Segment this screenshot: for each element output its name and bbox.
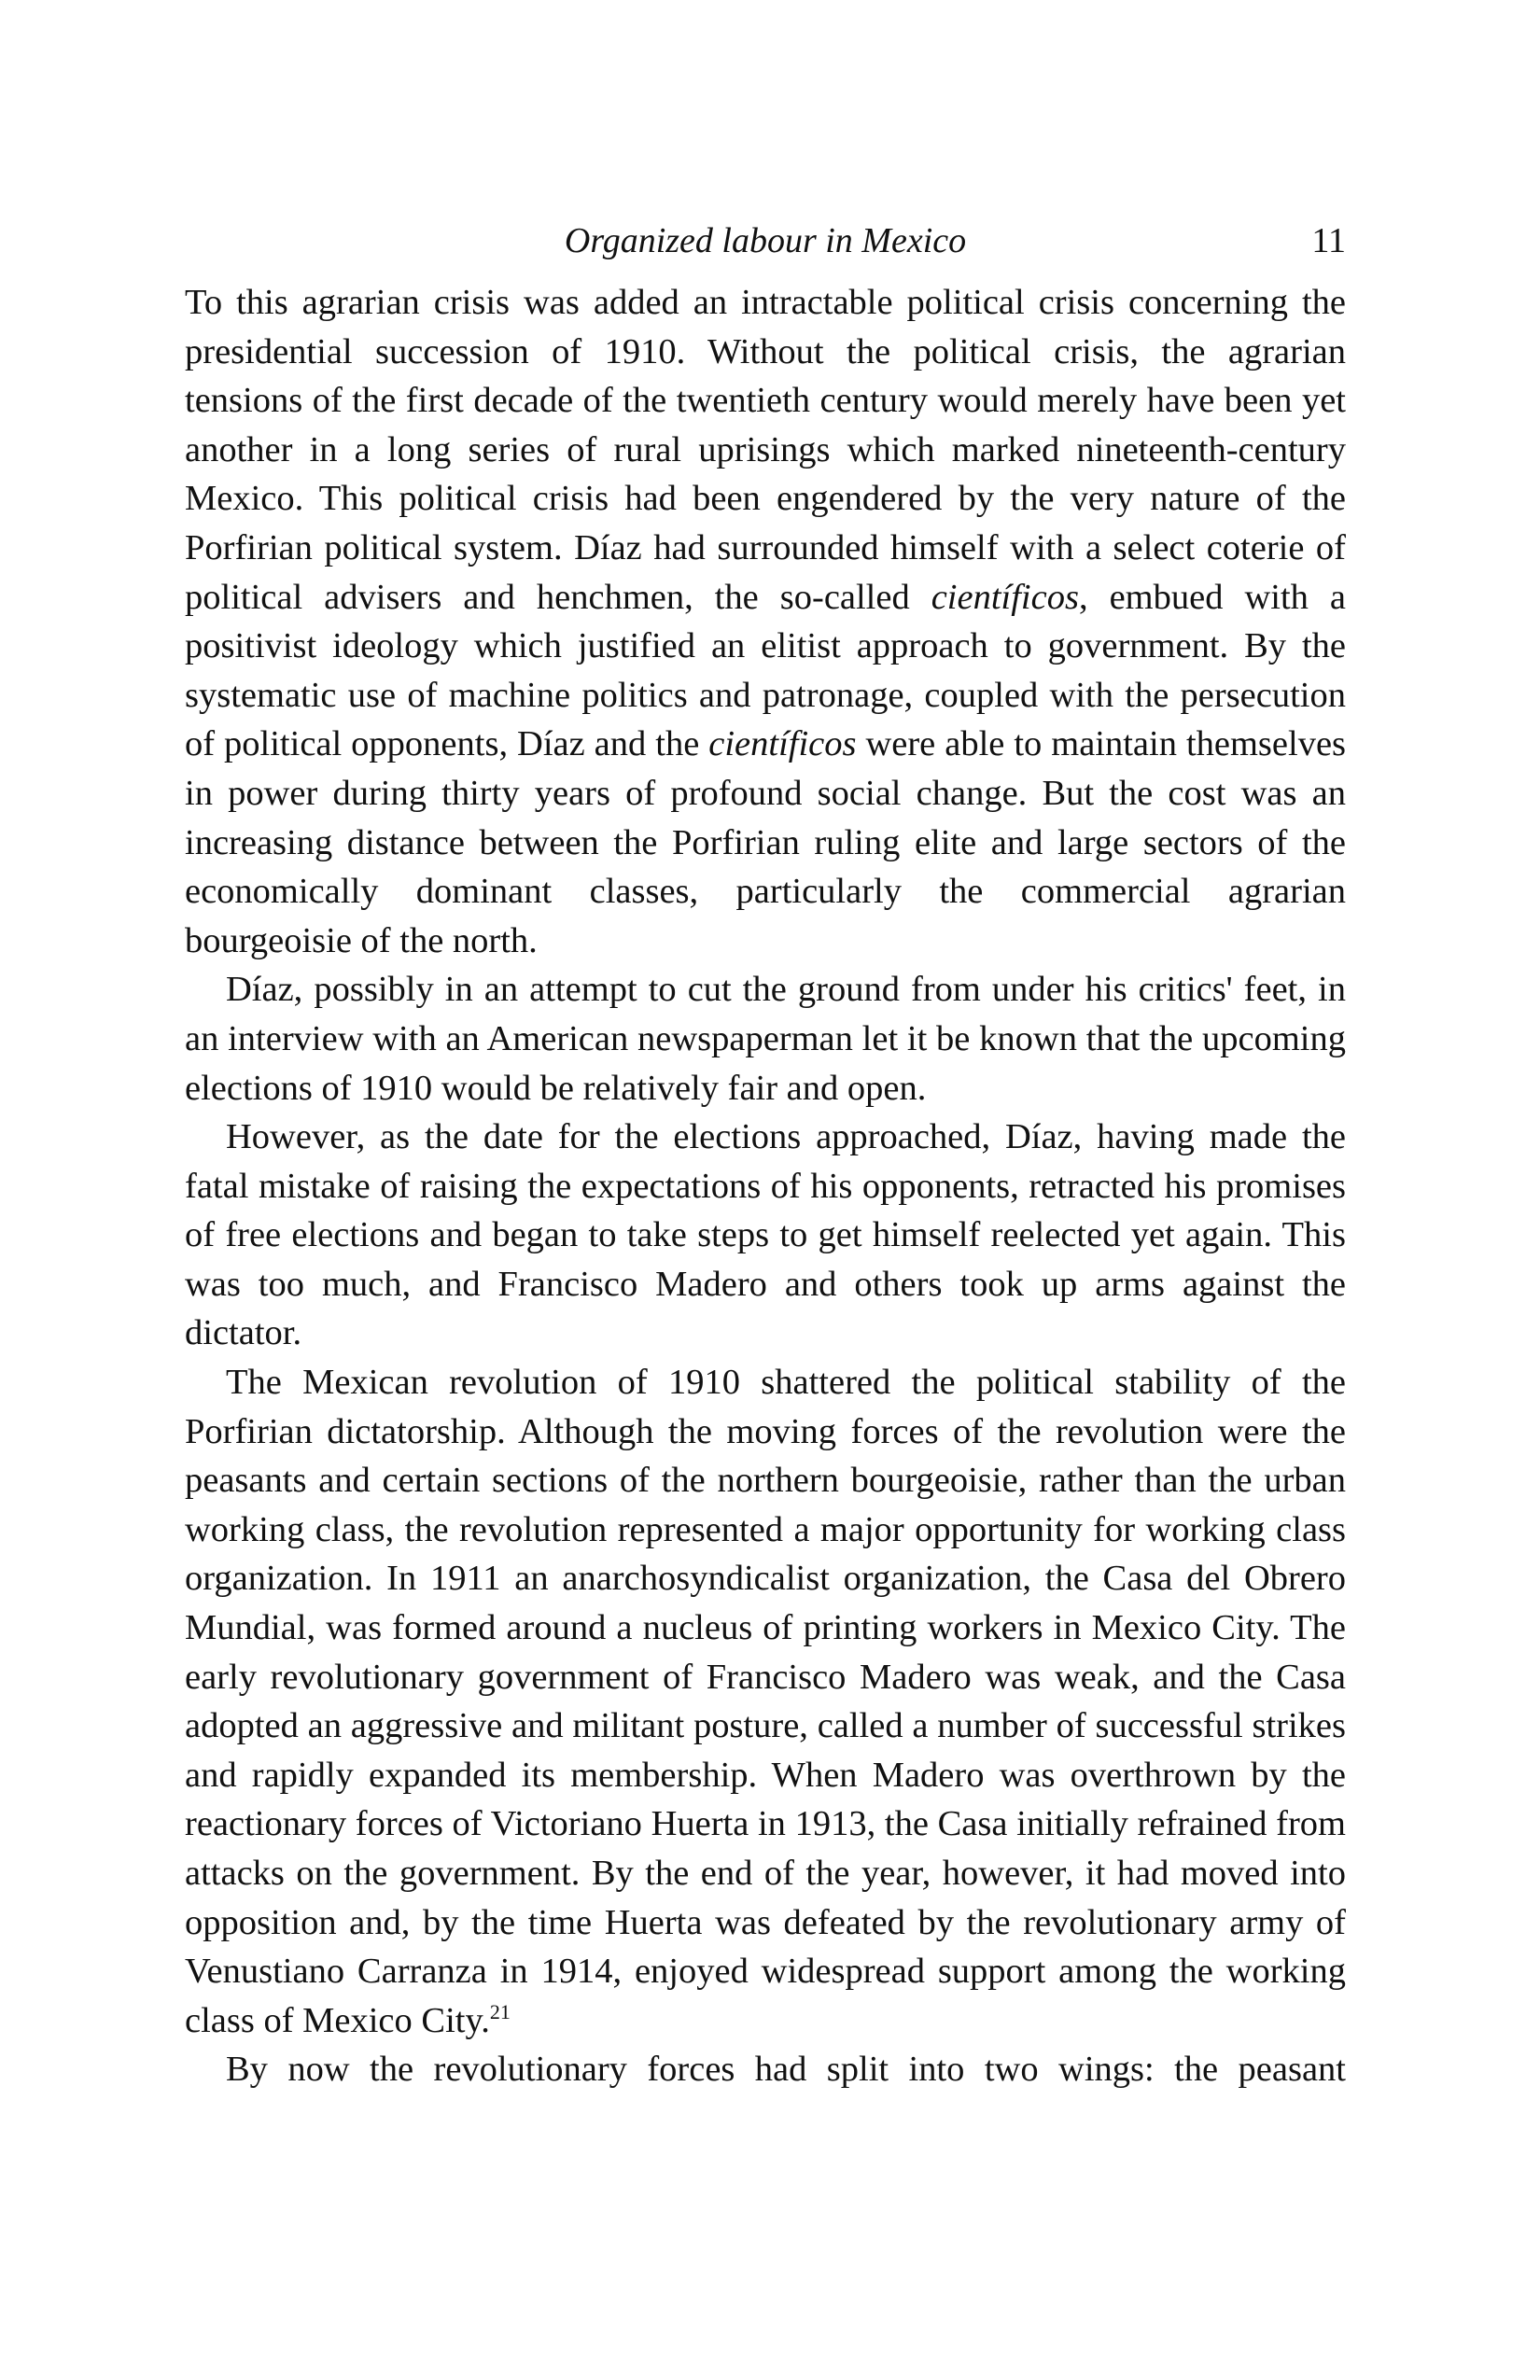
italic-term: científicos [931,577,1079,617]
text-run: , embued with a positivist ideology which justified an elitist approach to government. By the systematic use of machine politics and patronage, coupled with the persecution of political opponents, Díaz and the [185,577,1346,764]
text-run: Díaz, possibly in an attempt to cut the ground from under his critics' feet, in an interview with an American newspaperman let it be known that the upcoming elections of 1910 would be relatively fair and open. [185,970,1346,1108]
paragraph [185,278,1346,965]
italic-term: científicos [708,724,857,764]
text-run: By now the revolutionary forces had split into two wings: the peasant [226,2050,1346,2090]
running-head [185,215,1346,267]
running-title: Organized labour in Mexico [564,221,967,260]
book-page [185,215,1346,2094]
paragraph [185,2045,1346,2094]
footnote-reference[interactable]: 21 [489,1999,511,2023]
paragraph [185,1113,1346,1358]
text-run: However, as the date for the elections approached, Díaz, having made the fatal mistake of raising the expectations of his opponents, retracted his promises of free elections and began to take steps to get himself reelected yet again. This was too much, and Francisco Madero and others took up arms against the dictator. [185,1117,1346,1353]
paragraph [185,1358,1346,2045]
text-run: The Mexican revolution of 1910 shattered the political stability of the Porfirian dictatorship. Although the moving forces of the revolution were the peasants and certain sections of the northern bourgeoisie, rather than the urban working class, the revolution represented a major opportunity for working class organization. In 1911 an anarchosyndicalist organization, the Casa del Obrero Mundial, was formed around a nucleus of printing workers in Mexico City. The early revolutionary government of Francisco Madero was weak, and the Casa adopted an aggressive and militant posture, called a number of successful strikes and rapidly expanded its membership. When Madero was overthrown by the reactionary forces of Victoriano Huerta in 1913, the Casa initially refrained from attacks on the government. By the end of the year, however, it had moved into opposition and, by the time Huerta was defeated by the revolutionary army of Venustiano Carranza in 1914, enjoyed widespread support among the working class of Mexico City. [185,1363,1346,2040]
text-run: To this agrarian crisis was added an intractable political crisis concerning the presidential succession of 1910. Without the political crisis, the agrarian tensions of the first decade of the twentieth century would merely have been yet another in a long series of rural uprisings which marked nineteenth-century Mexico. This political crisis had been engendered by the very nature of the Porfirian political system. Díaz had surrounded himself with a select coterie of political advisers and henchmen, the so-called [185,283,1346,617]
text-run: were able to maintain themselves in power during thirty years of profound social change. But the cost was an increasing distance between the Porfirian ruling elite and large sectors of the economically dominant classes, particularly the commercial agrarian bourgeoisie of the north. [185,724,1347,960]
paragraph [185,965,1346,1113]
page-number: 11 [1311,221,1346,260]
body-text [185,278,1346,2094]
